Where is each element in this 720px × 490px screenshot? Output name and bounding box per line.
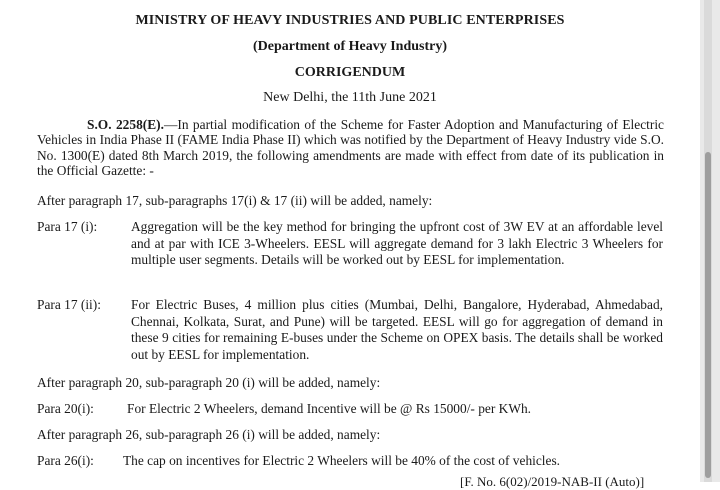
intro-text: —In partial modification of the Scheme for Faster Adoption and Manufacturing of Electric Vehicles in India Phase II (FAME India Phase II) which was notified by the Department of Heavy Industry vide S.O. No. 1300(E) dated 8th March 2019, the following amendments are made with effect from date of its publication in the Official Gazette: - — [37, 117, 665, 179]
para-17-i-label: Para 17 (i): — [37, 219, 98, 234]
para-26-i-text: The cap on incentives for Electric 2 Wheelers will be 40% of the cost of vehicles. — [123, 453, 561, 468]
after-paragraph-17: After paragraph 17, sub-paragraphs 17(i) & 17 (ii) will be added, namely: — [37, 193, 433, 208]
department-heading: (Department of Heavy Industry) — [252, 39, 448, 54]
para-20-i-label: Para 20(i): — [37, 401, 94, 416]
after-paragraph-26: After paragraph 26, sub-paragraph 26 (i) will be added, namely: — [37, 427, 381, 442]
corrigendum-title: CORRIGENDUM — [294, 65, 406, 80]
scrollbar-thumb[interactable] — [705, 152, 711, 478]
ministry-heading: MINISTRY OF HEAVY INDUSTRIES AND PUBLIC ENTERPRISES — [135, 13, 565, 28]
after-paragraph-20: After paragraph 20, sub-paragraph 20 (i) will be added, namely: — [37, 375, 381, 390]
para-26-i-label: Para 26(i): — [37, 453, 94, 468]
para-20-i-text: For Electric 2 Wheelers, demand Incentive will be @ Rs 15000/- per KWh. — [127, 401, 532, 416]
para-17-i-text: Aggregation will be the key method for bringing the upfront cost of 3W EV at an affordable level and at par with ICE 3-Wheelers. EESL will aggregate demand for 3 lakh Electric 3 Wheelers for multiple user segments. Details will be worked out by EESL for implementation. — [131, 219, 663, 268]
so-number: S.O. 2258(E). — [87, 117, 164, 132]
file-reference: [F. No. 6(02)/2019-NAB-II (Auto)] — [460, 474, 645, 489]
para-17-ii-label: Para 17 (ii): — [37, 297, 101, 312]
para-17-ii-text: For Electric Buses, 4 million plus cities (Mumbai, Delhi, Bangalore, Hyderabad, Ahmedabad, Chennai, Kolkata, Surat, and Pune) will be targeted. EESL will go for aggregation of demand in these 9 cities for remaining E-buses under the Scheme on OPEX basis. The details shall be worked out by EESL for implementation. — [131, 297, 663, 363]
place-date: New Delhi, the 11th June 2021 — [263, 90, 437, 105]
intro-paragraph — [37, 117, 664, 179]
